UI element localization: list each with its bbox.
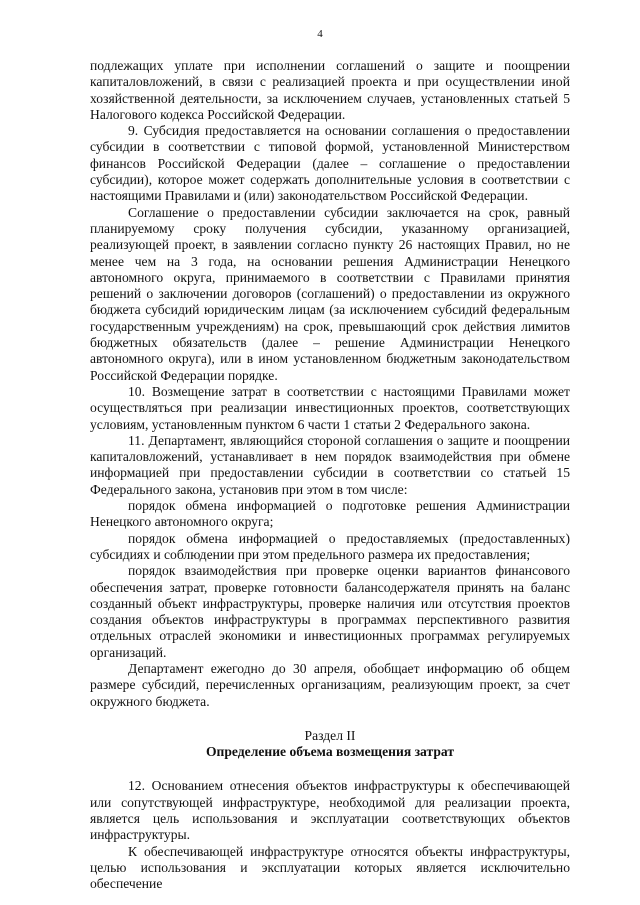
page-number: 4 [317, 28, 323, 40]
paragraph-item-9: 9. Субсидия предоставляется на основании соглашения о предоставлении субсидии в соответствии с типовой формой, установленной Министерством финансов Российской Федерации (далее – соглашение о предоставлении субсидии), которое может содержать дополнительные условия в соответствии с настоящими Правилами и (или) законодательством Российской Федерации. [90, 123, 570, 204]
document-body [90, 58, 570, 893]
section-number: Раздел II [304, 727, 356, 743]
section-title: Определение объема возмещения затрат [205, 744, 455, 760]
paragraph-continuation: подлежащих уплате при исполнении соглашений о защите и поощрении капиталовложений, в связи с реализацией проекта и при осуществлении иной хозяйственной деятельности, за исключением случаев, установленных статьей 5 Налогового кодекса Российской Федерации. [90, 58, 570, 122]
paragraph-agreement-term: Соглашение о предоставлении субсидии заключается на срок, равный планируемому сроку получения субсидии, указанному организацией, реализующей проект, в заявлении согласно пункту 26 настоящих Правил, но не менее чем на 3 года, на основании решения Администрации Ненецкого автономного округа, принимаемого в соответствии с Правилами принятия решений о заключении договоров (соглашений) о предоставлении из окружного бюджета субсидий юридическим лицам (за исключением субсидий федеральным государственным учреждениям) на срок, превышающий срок действия лимитов бюджетных обязательств (далее – решение Администрации Ненецкого автономного округа), или в ином установленном бюджетным законодательством Российской Федерации порядке. [90, 204, 570, 383]
paragraph-item-10: 10. Возмещение затрат в соответствии с настоящими Правилами может осуществляться при реализации инвестиционных проектов, соответствующих условиям, установленным пунктом 6 части 1 статьи 2 Федерального закона. [90, 383, 570, 432]
paragraph-list-item-1: порядок обмена информацией о подготовке решения Администрации Ненецкого автономного округа; [90, 498, 570, 530]
section-heading [90, 728, 570, 761]
paragraph-item-12: 12. Основанием отнесения объектов инфраструктуры к обеспечивающей или сопутствующей инфраструктуре, необходимой для реализации проекта, является цель использования и эксплуатации соответствующих объектов инфраструктуры. [90, 778, 570, 843]
paragraph-list-item-3: порядок взаимодействия при проверке оценки вариантов финансового обеспечения затрат, проверке готовности балансодержателя принять на баланс созданный объект инфраструктуры, проверке наличия или отсутствия проектов создания объектов инфраструктуры в программах перспективного развития отдельных отраслей экономики и инвестиционных программах регулируемых организаций. [90, 563, 570, 660]
paragraph-department-annual: Департамент ежегодно до 30 апреля, обобщает информацию об общем размере субсидий, перечисленных организациям, реализующим проект, за счет окружного бюджета. [90, 660, 570, 709]
paragraph-list-item-2: порядок обмена информацией о предоставляемых (предоставленных) субсидиях и соблюдении при этом предельного размера их предоставления; [90, 530, 570, 562]
paragraph-item-11: 11. Департамент, являющийся стороной соглашения о защите и поощрении капиталовложений, устанавливает в нем порядок взаимодействия при обмене информацией при предоставлении субсидии в соответствии со статьей 15 Федерального закона, установив при этом в том числе: [90, 432, 570, 497]
paragraph-supporting-infrastructure: К обеспечивающей инфраструктуре относятся объекты инфраструктуры, целью использования и эксплуатации которых является исключительно обеспечение [90, 843, 570, 892]
